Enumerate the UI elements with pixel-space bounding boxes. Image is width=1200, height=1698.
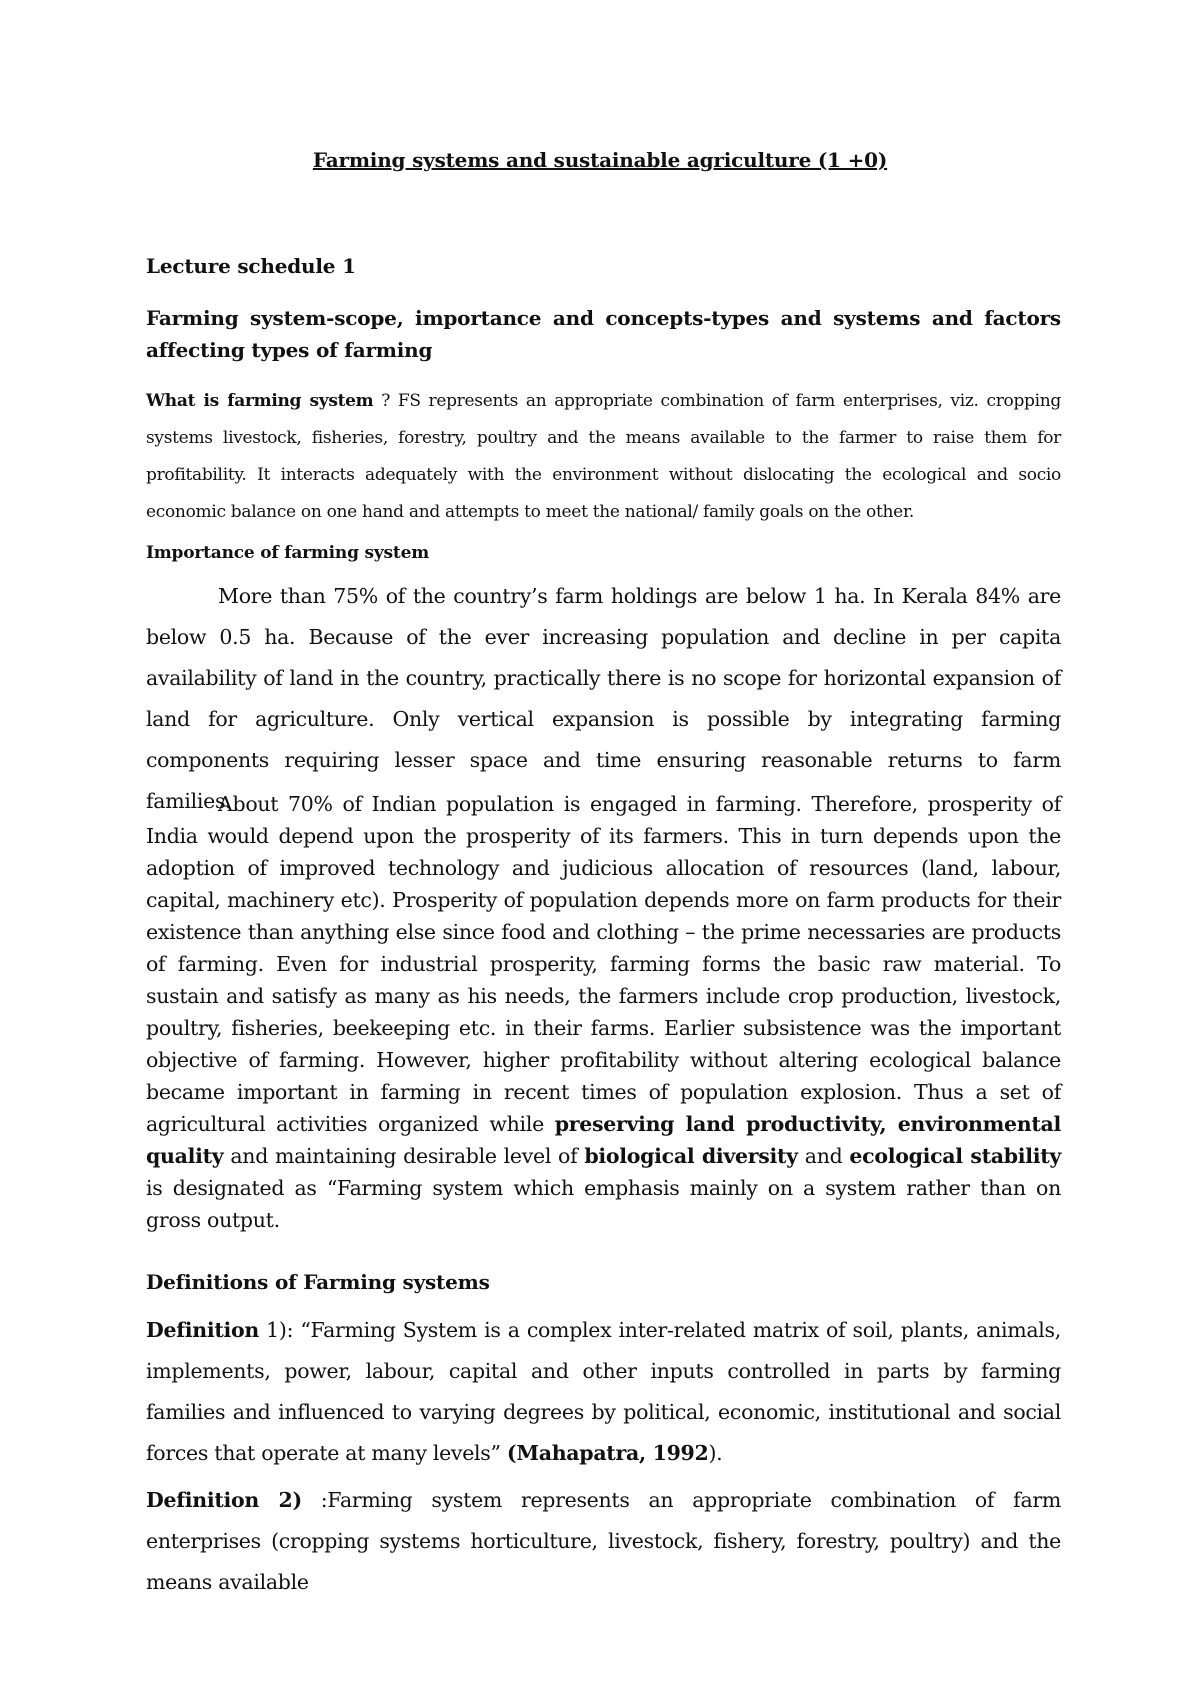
definition-2-text: :Farming system represents an appropriate combination of farm enterprises (cropping systems horticulture, livestock, fishery, forestry, poultry) and the means available (146, 1488, 1061, 1594)
topic-heading: Farming system-scope, importance and concepts-types and systems and factors affecting types of farming (146, 306, 1061, 362)
definition-1-paragraph (146, 1310, 1061, 1474)
what-is-paragraph (146, 383, 1061, 531)
bold-land-productivity: preserving land productivity (554, 1112, 880, 1136)
about-text-2: and maintaining desirable level of (223, 1144, 585, 1168)
definition-1-citation: (Mahapatra, 1992 (506, 1441, 709, 1465)
definition-1-label: Definition (146, 1318, 259, 1342)
definition-1-end: ). (708, 1441, 723, 1465)
importance-paragraph: More than 75% of the country’s farm holdings are below 1 ha. In Kerala 84% are below 0.5 ha. Because of the ever increasing population and decline in per capita availability of land in the country, practically there is no scope for horizontal expansion of land for agriculture. Only vertical expansion is possible by integrating farming components requiring lesser space and time ensuring reasonable returns to farm families. (146, 584, 1061, 813)
document-title: Farming systems and sustainable agriculture (1 +0) (312, 148, 888, 172)
definition-2-paragraph (146, 1480, 1061, 1603)
bold-biological-diversity: biological diversity (584, 1144, 798, 1168)
bold-ecological-stability: ecological stability (849, 1144, 1062, 1168)
about-paragraph (146, 788, 1061, 1236)
bold-separator: , (879, 1112, 898, 1136)
definition-1-text: 1): “Farming System is a complex inter-related matrix of soil, plants, animals, implements, power, labour, capital and other inputs controlled in parts by farming families and influenced to varying degrees by political, economic, institutional and social forces that operate at many levels” (146, 1318, 1061, 1465)
about-text-4: is designated as “Farming system which emphasis mainly on a system rather than on gross output. (146, 1176, 1061, 1232)
bold-environmental-quality: environmental quality (146, 1112, 1061, 1168)
lecture-heading: Lecture schedule 1 (146, 254, 356, 278)
what-is-label: What is farming system (146, 391, 374, 411)
about-text-1: About 70% of Indian population is engaged in farming. Therefore, prosperity of India would depend upon the prosperity of its farmers. This in turn depends upon the adoption of improved technology and judicious allocation of resources (land, labour, capital, machinery etc). Prosperity of population depends more on farm products for their existence than anything else since food and clothing – the prime necessaries are products of farming. Even for industrial prosperity, farming forms the basic raw material. To sustain and satisfy as many as his needs, the farmers include crop production, livestock, poultry, fisheries, beekeeping etc. in their farms. Earlier subsistence was the important objective of farming. However, higher profitability without altering ecological balance became important in farming in recent times of population explosion. Thus a set of agricultural activities organized while (146, 792, 1061, 1136)
what-is-text: ? FS represents an appropriate combination of farm enterprises, viz. cropping systems livestock, fisheries, forestry, poultry and the means available to the farmer to raise them for profitability. It interacts adequately with the environment without dislocating the ecological and socio economic balance on one hand and attempts to meet the national/ family goals on the other. (146, 391, 1061, 522)
definitions-heading: Definitions of Farming systems (146, 1270, 490, 1294)
importance-heading: Importance of farming system (146, 543, 429, 563)
about-text-3: and (797, 1144, 850, 1168)
definition-2-label: Definition 2) (146, 1488, 302, 1512)
